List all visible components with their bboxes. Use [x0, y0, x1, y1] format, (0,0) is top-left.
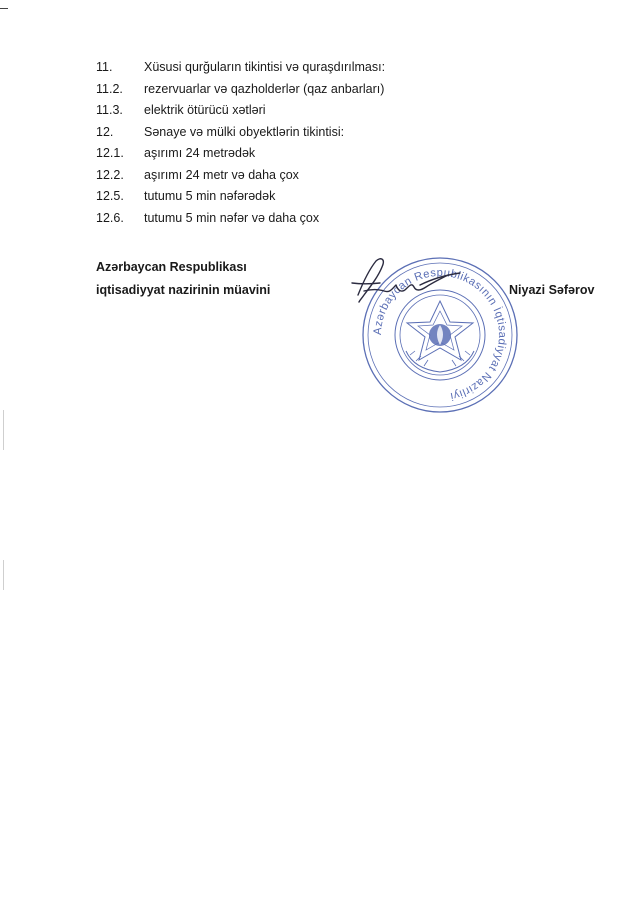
scan-edge-mark	[3, 560, 4, 590]
signatory-name: Niyazi Səfərov	[509, 283, 595, 297]
list-item	[96, 211, 456, 229]
seal-ring-text: Azərbaycan Respublikasının İqtisadiyyat Nazirliyi	[371, 266, 509, 403]
item-text: Xüsusi qurğuların tikintisi və quraşdırılması:	[144, 60, 386, 74]
list-item	[96, 82, 456, 100]
item-number: 12.5.	[96, 189, 124, 203]
item-number: 12.1.	[96, 146, 124, 160]
scan-corner-mark	[0, 8, 8, 9]
item-text: tutumu 5 min nəfərədək	[144, 189, 276, 203]
item-number: 12.6.	[96, 210, 124, 225]
signatory-position: iqtisadiyyat nazirinin müavini	[96, 283, 271, 297]
item-text: aşırımı 24 metr və daha çox	[144, 167, 299, 182]
item-text: Sənaye və mülki obyektlərin tikintisi:	[144, 124, 345, 139]
signatory-organization: Azərbaycan Respublikası	[96, 260, 247, 274]
item-number: 11.3.	[96, 103, 123, 117]
handwritten-signature	[340, 255, 475, 305]
item-text: tutumu 5 min nəfər və daha çox	[144, 210, 320, 225]
list-item	[96, 60, 456, 78]
item-text: elektrik ötürücü xətləri	[144, 103, 266, 117]
item-number: 11.	[96, 60, 113, 74]
item-text: rezervuarlar və qazholderlər (qaz anbarları)	[144, 81, 385, 96]
item-number: 12.	[96, 124, 114, 139]
item-number: 11.2.	[96, 81, 123, 96]
scan-edge-mark	[3, 410, 4, 450]
list-item	[96, 189, 456, 207]
list-item	[96, 168, 456, 186]
list-item	[96, 125, 456, 143]
item-text: aşırımı 24 metrədək	[144, 146, 256, 160]
list-item	[96, 146, 456, 164]
item-number: 12.2.	[96, 167, 124, 182]
list-item	[96, 103, 456, 121]
